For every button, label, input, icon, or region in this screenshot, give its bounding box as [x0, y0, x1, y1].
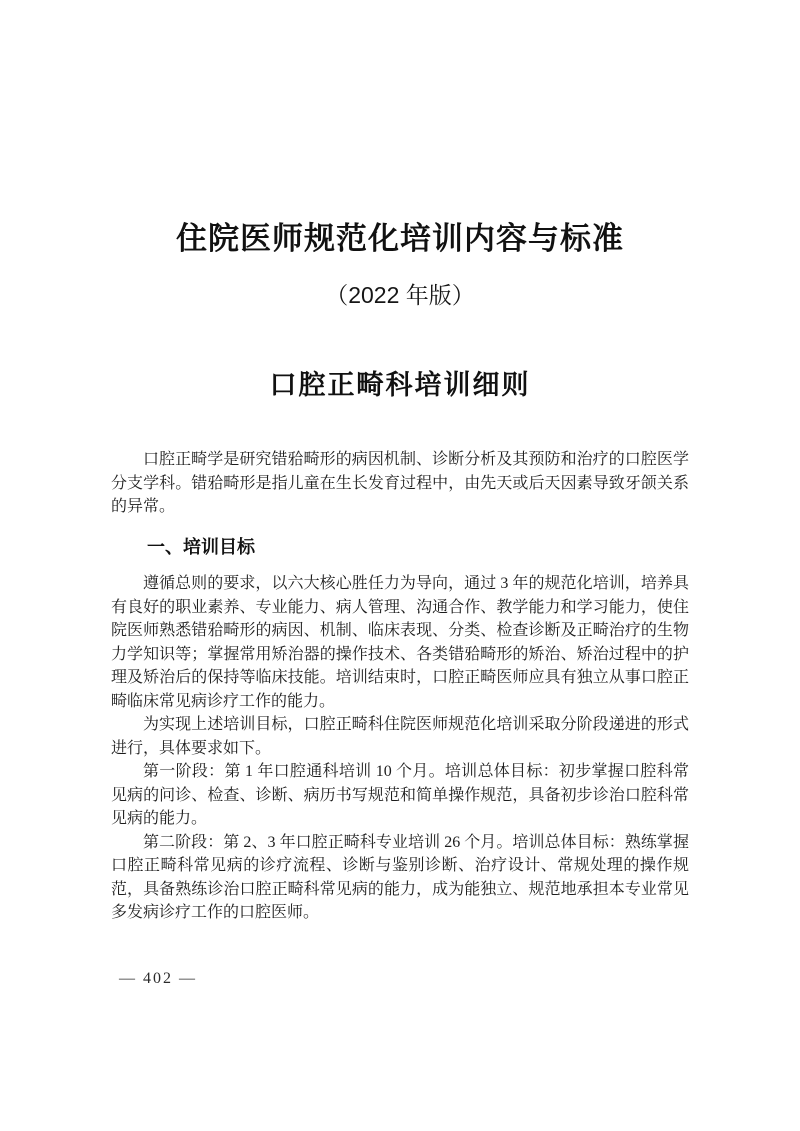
intro-paragraph: 口腔正畸学是研究错𬌗畸形的病因机制、诊断分析及其预防和治疗的口腔医学分支学科。错𬌗畸形是指儿童在生长发育过程中，由先天或后天因素导致牙颌关系的异常。 — [111, 451, 689, 515]
section-heading-training-goals: 一、培训目标 — [147, 536, 255, 557]
body-paragraph: 为实现上述培训目标，口腔正畸科住院医师规范化培训采取分阶段递进的形式进行，具体要求如下。 — [111, 716, 689, 757]
document-subtitle: 口腔正畸科培训细则 — [269, 370, 531, 400]
body-paragraph: 第一阶段：第 1 年口腔通科培训 10 个月。培训总体目标：初步掌握口腔科常见病的问诊、检查、诊断、病历书写规范和简单操作规范，具备初步诊治口腔科常见病的能力。 — [111, 763, 689, 827]
document-edition: （2022 年版） — [325, 282, 475, 308]
body-paragraph: 遵循总则的要求，以六大核心胜任力为导向，通过 3 年的规范化培训，培养具有良好的职业素养、专业能力、病人管理、沟通合作、教学能力和学习能力，使住院医师熟悉错𬌗畸形的病因、机制、临床表现、分类、检查诊断及正畸治疗的生物力学知识等；掌握常用矫治器的操作技术、各类错𬌗畸形的矫治、矫治过程中的护理及矫治后的保持等临床技能。培训结束时，口腔正畸医师应具有独立从事口腔正畸临床常见病诊疗工作的能力。 — [111, 575, 689, 710]
body-paragraph: 第二阶段：第 2、3 年口腔正畸科专业培训 26 个月。培训总体目标：熟练掌握口腔正畸科常见病的诊疗流程、诊断与鉴别诊断、治疗设计、常规处理的操作规范，具备熟练诊治口腔正畸科常见病的能力，成为能独立、规范地承担本专业常见多发病诊疗工作的口腔医师。 — [111, 833, 689, 921]
page-number: — 402 — — [119, 970, 197, 987]
document-body — [111, 448, 689, 925]
document-title: 住院医师规范化培训内容与标准 — [176, 221, 624, 256]
page-content — [111, 0, 689, 925]
